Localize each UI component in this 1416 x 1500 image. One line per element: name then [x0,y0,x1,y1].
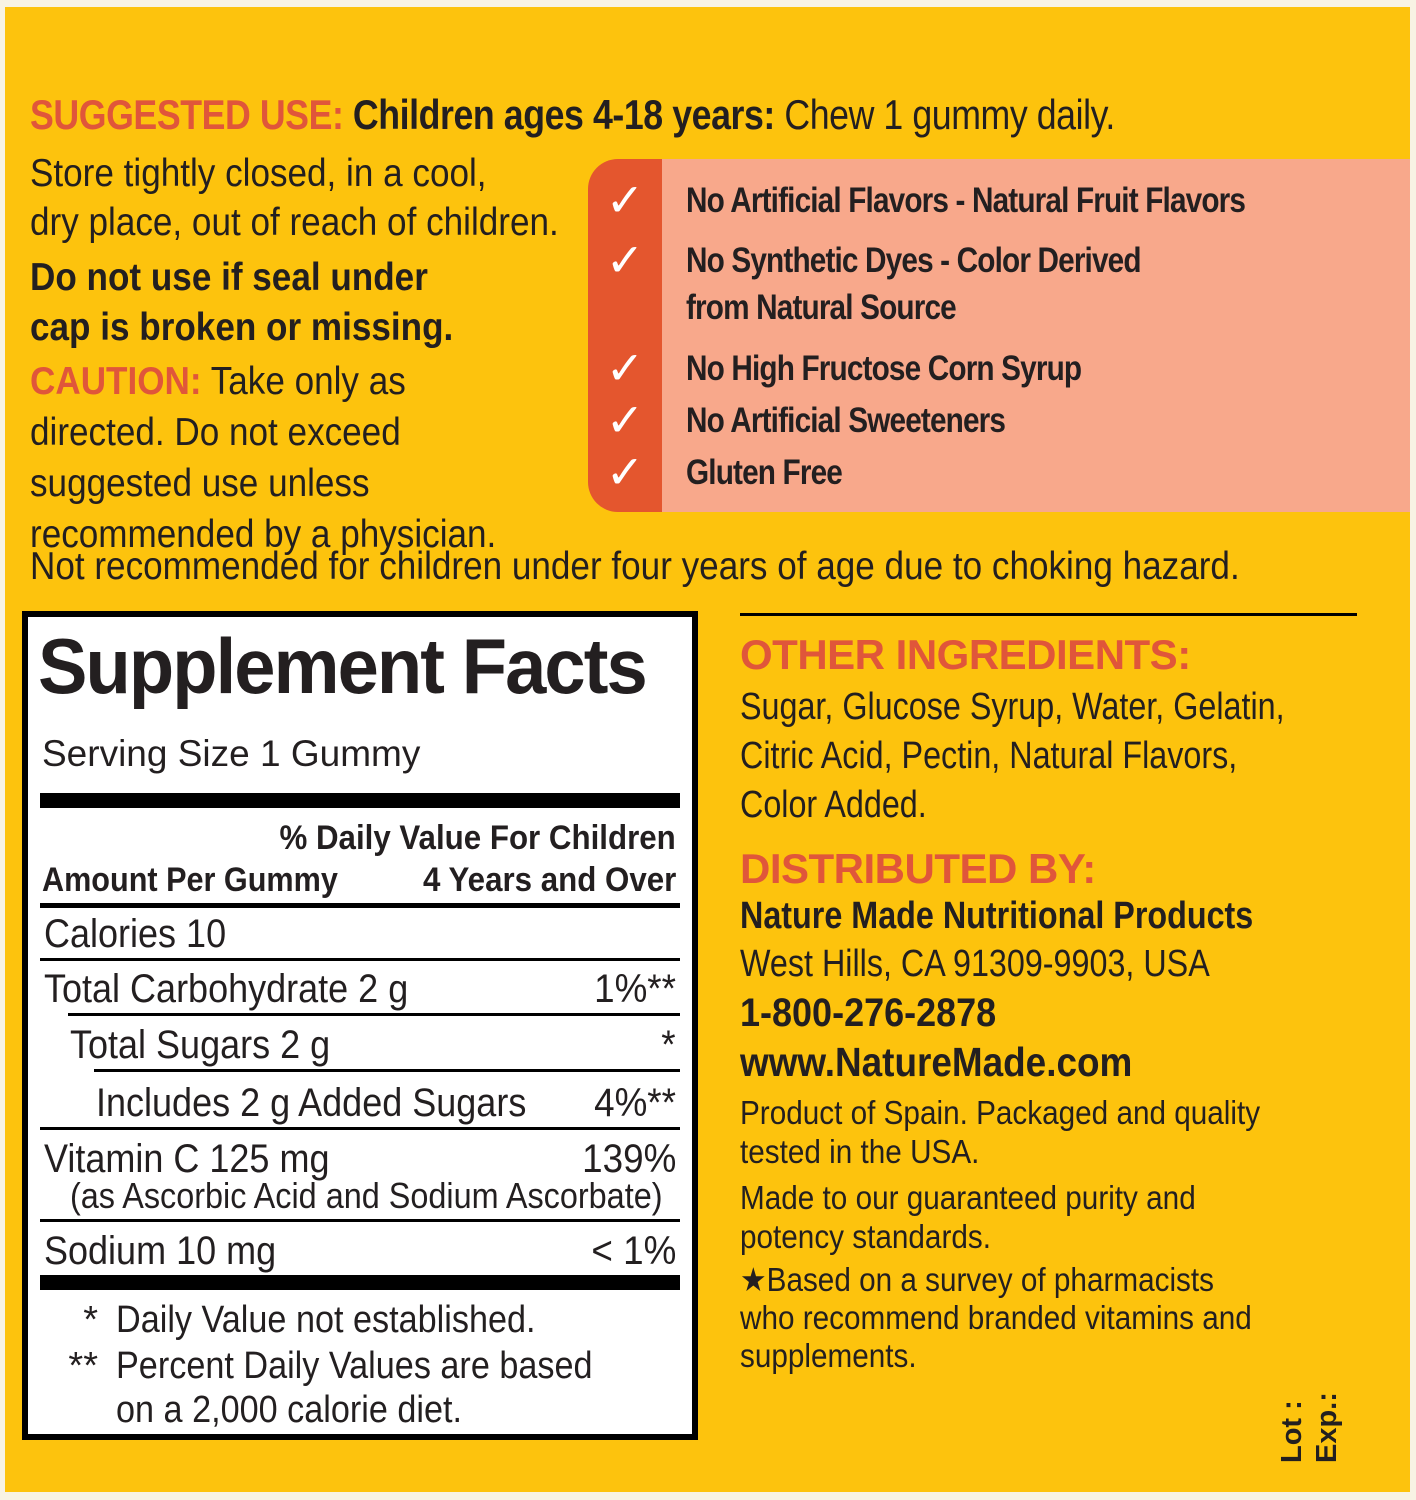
survey-text: Based on a survey of pharmacists [766,1261,1215,1298]
benefit-text [662,237,1221,331]
footnote-mark: ** [68,1345,98,1387]
caution-heading: CAUTION: [30,360,202,403]
ingredients-line: Citric Acid, Pectin, Natural Flavors, [740,735,1238,777]
suggested-use-line [30,91,1306,139]
benefit-item [588,393,1410,447]
divider-thin-indented [94,1069,680,1072]
nutrient-value: 1%** [594,967,676,1011]
ingredients-line: Sugar, Glucose Syrup, Water, Gelatin, [740,686,1285,728]
origin-line: tested in the USA. [740,1133,980,1170]
storage-line: dry place, out of reach of children. [30,201,559,244]
lot-label: Lot : [1276,1400,1308,1463]
other-ingredients-list [740,683,1381,830]
benefit-text-line: No Synthetic Dyes - Color Derived [686,241,1141,280]
survey-line [740,1261,1309,1299]
divider-thick [40,793,680,808]
nutrient-label: Total Sugars 2 g [70,1023,331,1067]
nutrient-value: * [661,1023,676,1067]
nutrient-row-total-sugars [44,1023,676,1068]
suggested-use-heading: SUGGESTED USE: [30,91,344,138]
divider-rule [740,613,1357,616]
caution-line [30,356,548,407]
benefit-item [588,341,1410,395]
check-icon: ✓ [605,233,645,287]
divider-medium [40,903,680,908]
seal-warning-line: Do not use if seal under [30,256,428,299]
nutrient-label: Calories 10 [44,912,227,956]
divider-thin [40,1219,680,1222]
check-icon: ✓ [605,173,645,227]
star-icon: ★ [740,1261,767,1298]
divider-thick [40,1275,680,1290]
purity-line: Made to our guaranteed purity and [740,1179,1196,1216]
nutrient-value: 139% [581,1137,676,1181]
storage-line: Store tightly closed, in a cool, [30,152,487,195]
seal-warning-line: cap is broken or missing. [30,306,454,349]
exp-label: Exp.: [1311,1392,1343,1463]
nutrient-sublabel: (as Ascorbic Acid and Sodium Ascorbate) [70,1175,663,1216]
supplement-facts-panel [22,611,698,1440]
check-icon: ✓ [605,393,645,447]
benefits-panel [588,159,1410,512]
benefit-text: No Artificial Sweeteners [686,401,1006,440]
footnote-text: on a 2,000 calorie diet. [116,1389,463,1431]
purity-note [740,1178,1246,1256]
serving-size: Serving Size 1 Gummy [42,733,421,774]
dv-column-header: % Daily Value For Children [279,819,676,857]
divider-thin-indented [68,1013,680,1016]
supplement-facts-title: Supplement Facts [38,622,646,710]
divider-thin [40,958,680,961]
lot-exp-block [1275,1369,1345,1463]
benefit-text: No High Fructose Corn Syrup [686,349,1082,388]
suggested-use-ages: Children ages 4-18 years: [343,91,775,138]
seal-warning [30,253,500,353]
storage-instructions [30,149,618,247]
caution-line: directed. Do not exceed [30,411,401,454]
suggested-use-instruction: Chew 1 gummy daily. [774,91,1115,138]
nutrient-row-calories [44,912,676,957]
caution-line: suggested use unless [30,462,370,505]
survey-note [740,1261,1309,1375]
nutrient-label: Total Carbohydrate 2 g [44,967,409,1011]
benefit-item [588,173,1410,227]
footnote-text: Daily Value not established. [116,1299,536,1341]
survey-line: who recommend branded vitamins and [740,1299,1252,1336]
benefit-item [588,445,1410,499]
other-ingredients-heading: OTHER INGREDIENTS: [740,631,1191,678]
nutrient-label: Sodium 10 mg [44,1229,277,1273]
check-icon: ✓ [605,341,645,395]
dv-column-header: 4 Years and Over [422,861,676,899]
benefit-text-line: from Natural Source [686,288,956,327]
survey-line: supplements. [740,1337,917,1374]
distributed-by-heading: DISTRIBUTED BY: [740,845,1096,892]
purity-line: potency standards. [740,1218,991,1255]
nutrient-label: Includes 2 g Added Sugars [96,1081,527,1125]
caution-line: recommended by a physician. [30,513,497,556]
distributor-website: www.NatureMade.com [740,1039,1133,1085]
benefit-text: Gluten Free [686,453,842,492]
nutrient-row-added-sugars [44,1081,676,1126]
distributor-company: Nature Made Nutritional Products [740,895,1254,937]
distributor-address: West Hills, CA 91309-9903, USA [740,943,1210,985]
check-icon: ✓ [605,445,645,499]
label-back-panel [5,7,1410,1492]
nutrient-row-carbohydrate [44,967,676,1012]
divider-thin [40,1127,680,1130]
origin-note [740,1093,1318,1171]
origin-line: Product of Spain. Packaged and quality [740,1094,1261,1131]
distributor-phone: 1-800-276-2878 [740,991,997,1035]
caution-text [30,356,548,560]
footnote-text: Percent Daily Values are based [116,1345,593,1387]
ingredients-line: Color Added. [740,784,927,826]
nutrient-value: 4%** [594,1081,676,1125]
nutrient-value: < 1% [591,1229,676,1273]
benefit-item [588,233,1410,331]
benefit-text: No Artificial Flavors - Natural Fruit Flavors [686,181,1246,220]
footnote-mark: * [83,1299,98,1341]
nutrient-label: Vitamin C 125 mg [44,1137,330,1181]
nutrient-row-sodium [44,1229,676,1274]
amount-column-header: Amount Per Gummy [42,861,338,899]
caution-rest: Take only as [201,360,406,403]
choking-warning: Not recommended for children under four years of age due to choking hazard. [30,545,1240,588]
